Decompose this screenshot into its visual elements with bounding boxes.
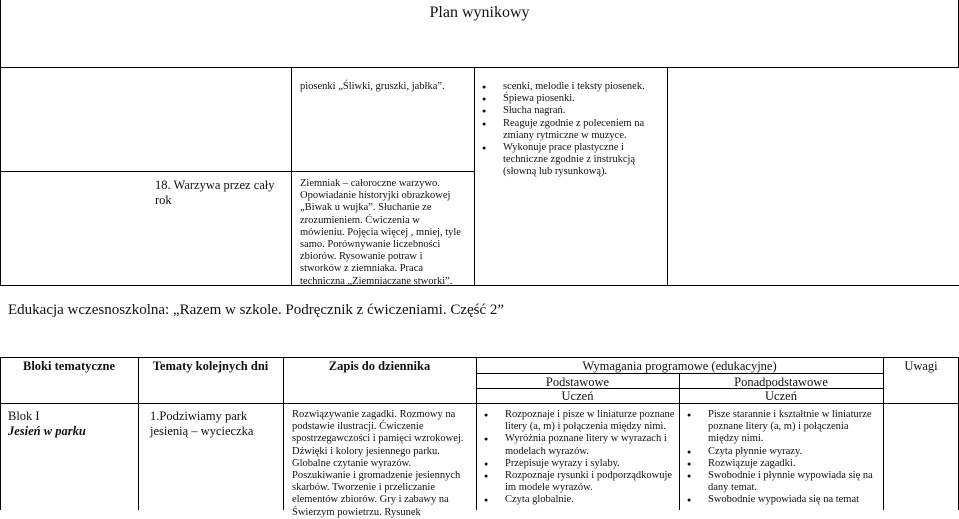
advanced-requirement: ● Czyta płynnie wyrazy. bbox=[679, 446, 879, 458]
advanced-requirement: ● Pisze starannie i kształtnie w liniaturze poznane litery (a, m) i połączenia między nimi. bbox=[679, 409, 879, 446]
prev-row-skills-list bbox=[474, 81, 664, 179]
basic-requirements-list bbox=[476, 409, 676, 507]
header-student-basic: Uczeń bbox=[561, 389, 594, 403]
main-table-divider-5 bbox=[883, 357, 884, 510]
top-table-border-left bbox=[0, 0, 1, 67]
basic-requirement: ● Rozpoznaje rysunki i podporządkowuje im modele wyrazów. bbox=[476, 470, 676, 494]
header-requirements: Wymagania programowe (edukacyjne) bbox=[582, 359, 777, 373]
block-number: Blok I bbox=[8, 409, 40, 423]
row18-content: Ziemniak – całoroczne warzywo. Opowiadanie historyjki obrazkowej „Biwak u wujka”. Słuchanie ze zrozumieniem. Ćwiczenia w mówieniu. Pojęcia więcej , mniej, tyle samo. Porównywanie liczebności zbiorów. Rysowanie potraw i stworków z ziemniaka. Praca techniczna „Ziemniaczane stworki”. bbox=[300, 178, 461, 287]
advanced-requirement: ● Rozwiązuje zagadki. bbox=[679, 458, 879, 470]
journal-entry: Rozwiązywanie zagadki. Rozmowy na podstawie ilustracji. Ćwiczenie spostrzegawczości i pamięci wzrokowej. Dźwięki i kolory jesiennego parku. Globalne czytanie wyrazów. Poszukiwanie i gromadzenie jesiennych skarbów. Tworzenie i przeliczanie elementów zbiorów. Gry i zabawy na Świerzym powietrzu. Rysunek bbox=[292, 409, 464, 518]
header-advanced: Ponadpodstawowe bbox=[734, 375, 828, 389]
top-table-border-left-lower bbox=[0, 67, 1, 286]
header-student-advanced: Uczeń bbox=[765, 389, 797, 403]
prev-row-skill: ● Słucha nagrań. bbox=[474, 105, 664, 117]
prev-row-content: piosenki „Śliwki, gruszki, jabłka”. bbox=[300, 81, 445, 92]
advanced-requirement: ● Swobodnie wypowiada się na temat bbox=[679, 494, 879, 506]
topic-day-1: 1.Podziwiamy park jesienią – wycieczka bbox=[150, 409, 254, 438]
section-title: Edukacja wczesnoszkolna: „Razem w szkole. Podręcznik z ćwiczeniami. Część 2” bbox=[8, 302, 505, 318]
row18-topic: 18. Warzywa przez cały rok bbox=[155, 178, 275, 207]
advanced-requirement: ● Swobodnie i płynnie wypowiada się na dany temat. bbox=[679, 470, 879, 494]
basic-requirement: ● Przepisuje wyrazy i sylaby. bbox=[476, 458, 676, 470]
top-table-border-bottom bbox=[0, 285, 959, 286]
basic-requirement: ● Wyróżnia poznane litery w wyrazach i modelach wyrazów. bbox=[476, 433, 676, 457]
row18-border-top bbox=[0, 171, 474, 172]
basic-requirement: ● Czyta globalnie. bbox=[476, 494, 676, 506]
top-table-divider-1 bbox=[291, 67, 292, 286]
top-table-divider-3 bbox=[667, 67, 668, 286]
main-table-divider-1 bbox=[138, 357, 139, 510]
block-name: Jesień w parku bbox=[8, 424, 86, 438]
header-blocks: Bloki tematyczne bbox=[23, 359, 115, 373]
prev-row-skill: ● Reaguje zgodnie z poleceniem na zmiany rytmiczne w muzyce. bbox=[474, 118, 664, 142]
header-journal: Zapis do dziennika bbox=[328, 359, 431, 373]
basic-requirement: ● Rozpoznaje i pisze w liniaturze poznane litery (a, m) i połączenia między nimi. bbox=[476, 409, 676, 433]
main-table-border-left bbox=[0, 357, 1, 510]
advanced-requirements-list bbox=[679, 409, 879, 507]
header-notes: Uwagi bbox=[904, 359, 938, 373]
main-table-divider-2 bbox=[283, 357, 284, 510]
prev-row-skill: ● scenki, melodie i teksty piosenek. bbox=[474, 81, 664, 93]
header-topics: Tematy kolejnych dni bbox=[152, 359, 269, 373]
header-basic: Podstawowe bbox=[545, 375, 610, 389]
title-border-bottom bbox=[0, 67, 959, 68]
prev-row-skill: ● Wykonuje prace plastyczne i techniczne zgodnie z instrukcją (słowną lub rysunkową). bbox=[474, 142, 664, 179]
prev-row-skill: ● Śpiewa piosenki. bbox=[474, 93, 664, 105]
page-title: Plan wynikowy bbox=[429, 4, 530, 21]
main-table-border-top bbox=[0, 357, 959, 358]
